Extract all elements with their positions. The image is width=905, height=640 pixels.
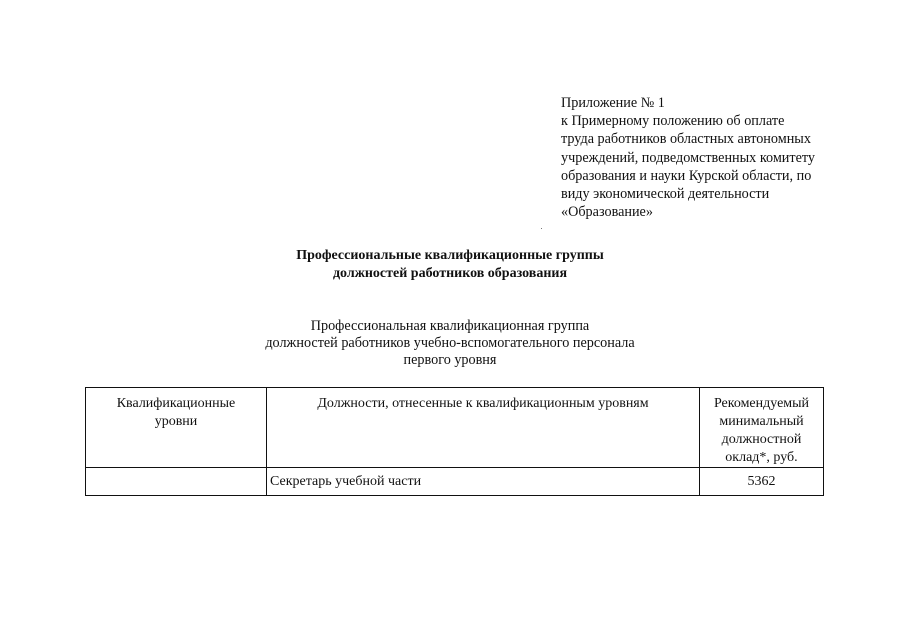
title-line: Профессиональные квалификационные группы (296, 248, 604, 263)
cell-salary: 5362 (700, 468, 824, 496)
qualification-table (85, 387, 824, 496)
appendix-note (561, 94, 861, 221)
appendix-line: к Примерному положению об оплате (561, 113, 785, 130)
scan-speck (541, 228, 542, 229)
group-heading (200, 318, 700, 369)
cell-position: Секретарь учебной части (267, 468, 700, 496)
appendix-line: труда работников областных автономных (561, 131, 811, 148)
title-line: должностей работников образования (332, 266, 568, 281)
cell-level (86, 468, 267, 496)
table-row (86, 468, 824, 496)
header-levels: Квалификационные уровни (86, 388, 267, 468)
header-salary: Рекомендуемый минимальный должностной оклад*, руб. (700, 388, 824, 468)
document-title (200, 247, 700, 283)
header-positions: Должности, отнесенные к квалификационным уровням (267, 388, 700, 468)
appendix-line: учреждений, подведомственных комитету (561, 149, 815, 166)
appendix-line: «Образование» (561, 204, 653, 221)
appendix-line: образования и науки Курской области, по (561, 167, 812, 184)
group-heading-line: первого уровня (403, 352, 497, 368)
appendix-line: виду экономической деятельности (561, 186, 770, 203)
group-heading-line: должностей работников учебно-вспомогательного персонала (265, 335, 635, 351)
group-heading-line: Профессиональная квалификационная группа (310, 318, 590, 334)
table-header-row (86, 388, 824, 468)
appendix-line: Приложение № 1 (561, 95, 665, 111)
